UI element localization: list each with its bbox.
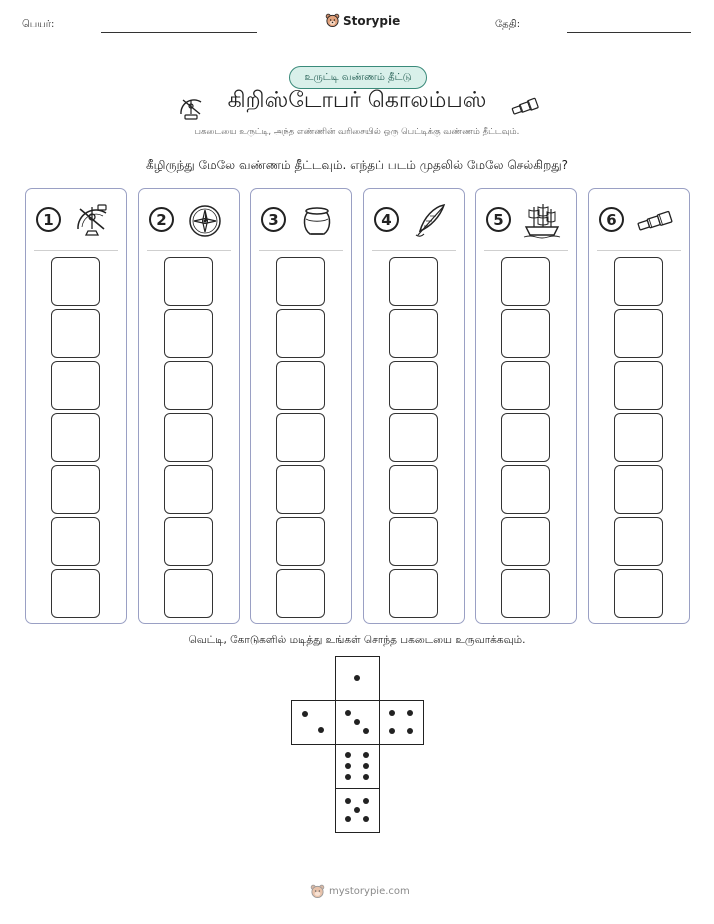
bear-icon	[325, 13, 340, 28]
pip	[363, 798, 369, 804]
column-divider	[259, 250, 343, 251]
color-box[interactable]	[614, 361, 663, 410]
color-box[interactable]	[389, 257, 438, 306]
pip	[363, 816, 369, 822]
color-box[interactable]	[614, 465, 663, 514]
column-6	[588, 188, 690, 624]
color-box[interactable]	[51, 257, 100, 306]
pip	[345, 710, 351, 716]
color-box[interactable]	[276, 361, 325, 410]
color-box[interactable]	[276, 465, 325, 514]
column-number: 4	[374, 207, 399, 232]
name-label: பெயர்:	[22, 19, 55, 30]
column-divider	[147, 250, 231, 251]
die-face-1	[335, 656, 380, 701]
pip	[407, 728, 413, 734]
color-box[interactable]	[501, 309, 550, 358]
telescope-icon	[635, 201, 675, 241]
color-box[interactable]	[164, 361, 213, 410]
color-box[interactable]	[276, 413, 325, 462]
color-box[interactable]	[501, 465, 550, 514]
telescope-icon	[510, 96, 540, 116]
color-box[interactable]	[501, 569, 550, 618]
color-box[interactable]	[614, 309, 663, 358]
color-box[interactable]	[389, 569, 438, 618]
color-box[interactable]	[389, 361, 438, 410]
date-label: தேதி:	[495, 19, 521, 30]
color-box[interactable]	[51, 569, 100, 618]
pip	[354, 719, 360, 725]
die-face-5	[335, 788, 380, 833]
footer	[310, 884, 410, 899]
color-box[interactable]	[276, 257, 325, 306]
pip	[363, 752, 369, 758]
column-1	[25, 188, 127, 624]
pip	[302, 711, 308, 717]
color-box[interactable]	[389, 413, 438, 462]
pip	[407, 710, 413, 716]
color-box[interactable]	[389, 465, 438, 514]
question: கீழிருந்து மேலே வண்ணம் தீட்டவும். எந்தப் படம் முதலில் மேலே செல்கிறது?	[145, 158, 569, 172]
die-face-6	[335, 744, 380, 789]
column-4	[363, 188, 465, 624]
pip	[363, 774, 369, 780]
color-box[interactable]	[164, 465, 213, 514]
pip	[318, 727, 324, 733]
bear-icon	[310, 884, 325, 899]
color-box[interactable]	[164, 569, 213, 618]
column-number: 3	[261, 207, 286, 232]
color-box[interactable]	[276, 569, 325, 618]
color-box[interactable]	[164, 257, 213, 306]
activity-tag: உருட்டி வண்ணம் தீட்டு	[289, 66, 427, 89]
column-divider	[597, 250, 681, 251]
brand-logo	[325, 13, 400, 28]
ship-icon	[522, 201, 562, 241]
color-box[interactable]	[501, 257, 550, 306]
pip	[354, 807, 360, 813]
die-face-2	[291, 700, 336, 745]
color-box[interactable]	[51, 517, 100, 566]
column-divider	[372, 250, 456, 251]
color-box[interactable]	[389, 517, 438, 566]
pip	[345, 752, 351, 758]
color-box[interactable]	[389, 309, 438, 358]
pot-icon	[297, 201, 337, 241]
color-box[interactable]	[164, 517, 213, 566]
name-line[interactable]	[101, 32, 257, 33]
pip	[363, 728, 369, 734]
cut-instruction: வெட்டி, கோடுகளில் மடித்து உங்கள் சொந்த பகடையை உருவாக்கவும்.	[188, 634, 526, 646]
pip	[345, 763, 351, 769]
color-box[interactable]	[51, 361, 100, 410]
color-box[interactable]	[276, 309, 325, 358]
color-box[interactable]	[501, 517, 550, 566]
column-number: 6	[599, 207, 624, 232]
column-divider	[34, 250, 118, 251]
color-box[interactable]	[614, 569, 663, 618]
pip	[345, 774, 351, 780]
color-box[interactable]	[614, 517, 663, 566]
pip	[389, 728, 395, 734]
color-box[interactable]	[501, 413, 550, 462]
date-line[interactable]	[567, 32, 691, 33]
instructions: பகடையை உருட்டி, அந்த எண்ணின் வரிசையில் ஒரு பெட்டிக்கு வண்ணம் தீட்டவும்.	[194, 127, 520, 137]
column-2	[138, 188, 240, 624]
column-number: 1	[36, 207, 61, 232]
color-box[interactable]	[51, 309, 100, 358]
column-5	[475, 188, 577, 624]
pip	[363, 763, 369, 769]
pip	[354, 675, 360, 681]
color-box[interactable]	[276, 517, 325, 566]
color-box[interactable]	[164, 309, 213, 358]
column-number: 2	[149, 207, 174, 232]
footer-url: mystorypie.com	[329, 886, 410, 897]
quill-icon	[410, 201, 450, 241]
column-number: 5	[486, 207, 511, 232]
color-box[interactable]	[51, 413, 100, 462]
column-divider	[484, 250, 568, 251]
color-box[interactable]	[51, 465, 100, 514]
color-box[interactable]	[164, 413, 213, 462]
pip	[345, 816, 351, 822]
pip	[345, 798, 351, 804]
color-box[interactable]	[614, 413, 663, 462]
pip	[389, 710, 395, 716]
page-title: கிறிஸ்டோபர் கொலம்பஸ்	[227, 88, 487, 113]
die-face-3	[335, 700, 380, 745]
die-face-4	[379, 700, 424, 745]
column-3	[250, 188, 352, 624]
color-box[interactable]	[614, 257, 663, 306]
sextant-icon	[72, 201, 112, 241]
brand-name: Storypie	[343, 13, 401, 28]
color-box[interactable]	[501, 361, 550, 410]
compass-icon	[185, 201, 225, 241]
